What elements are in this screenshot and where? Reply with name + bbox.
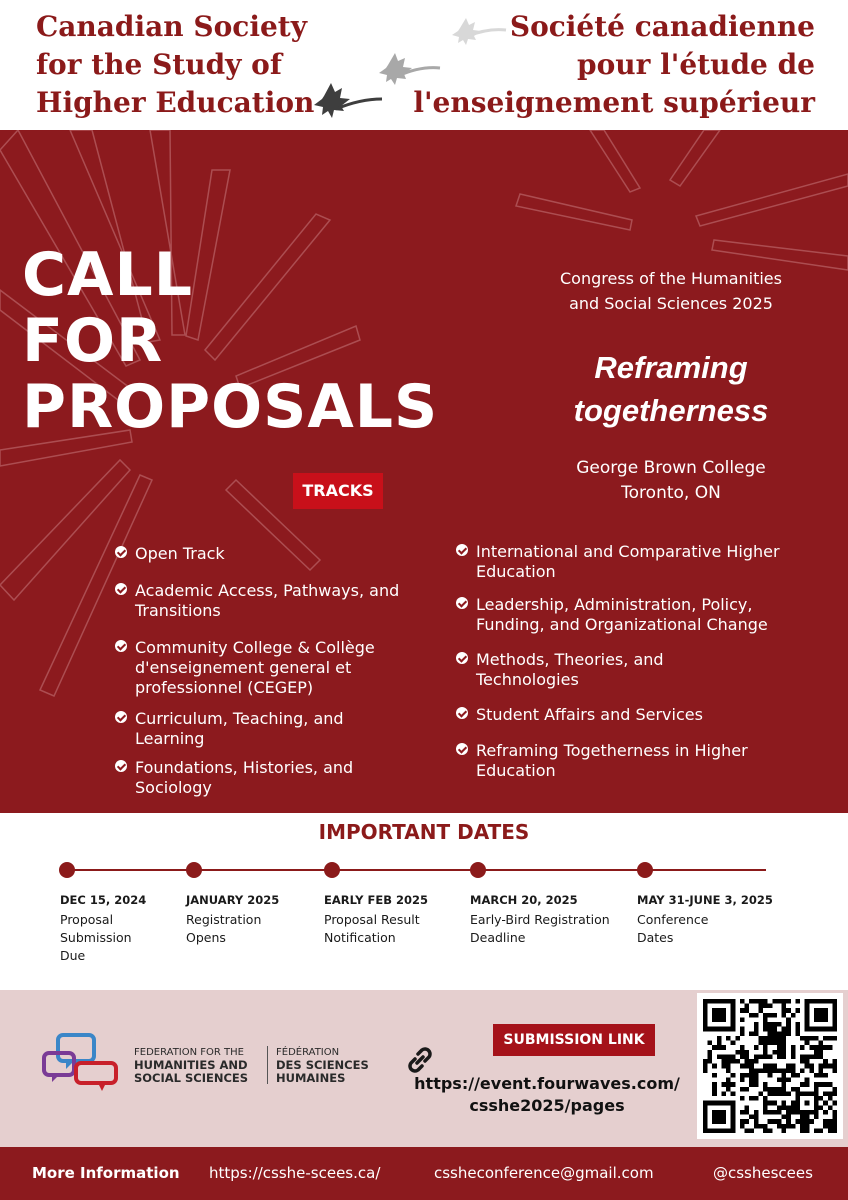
title-en-line: Higher Education <box>36 86 315 119</box>
check-circle-icon <box>456 544 468 556</box>
track-item <box>456 650 664 690</box>
track-label: Reframing Togetherness in Higher <box>476 741 748 760</box>
track-label: International and Comparative Higher <box>476 542 780 561</box>
society-title-en <box>36 8 314 122</box>
track-label: Student Affairs and Services <box>476 705 703 724</box>
track-item <box>456 542 780 582</box>
title-en-line: for the Study of <box>36 48 282 81</box>
track-item <box>456 741 748 781</box>
timeline-item <box>186 892 306 947</box>
timeline-item <box>470 892 625 947</box>
timeline-desc: Proposal Result <box>324 912 420 927</box>
submission-url-line[interactable]: https://event.fourwaves.com/ <box>414 1074 680 1093</box>
track-item <box>456 595 768 635</box>
congress-line: and Social Sciences 2025 <box>569 294 773 313</box>
federation-line: FEDERATION FOR THE <box>134 1047 244 1058</box>
email-link[interactable]: cssheconference@gmail.com <box>434 1164 654 1182</box>
venue-line: George Brown College <box>576 458 766 478</box>
timeline-desc: Opens <box>186 930 226 945</box>
track-label: Leadership, Administration, Policy, <box>476 595 753 614</box>
title-fr-line: Société canadienne <box>509 10 815 43</box>
timeline-desc: Dates <box>637 930 674 945</box>
website-link[interactable]: https://csshe-scees.ca/ <box>209 1164 381 1182</box>
timeline-date: MAY 31-JUNE 3, 2025 <box>637 893 773 907</box>
check-circle-icon <box>115 640 127 652</box>
track-label: Funding, and Organizational Change <box>476 615 768 634</box>
federation-divider <box>267 1046 268 1084</box>
timeline-desc: Early-Bird Registration <box>470 912 610 927</box>
qr-code-graphic <box>703 999 837 1133</box>
timeline-date: EARLY FEB 2025 <box>324 893 428 907</box>
timeline-desc: Conference <box>637 912 709 927</box>
timeline-date: DEC 15, 2024 <box>60 893 147 907</box>
timeline-item <box>324 892 454 947</box>
federation-line: HUMANITIES AND <box>134 1058 248 1072</box>
headline-line: FOR <box>22 306 164 376</box>
hero-section <box>0 130 848 813</box>
timeline-dot <box>637 862 653 878</box>
timeline-dot <box>186 862 202 878</box>
timeline-desc: Proposal <box>60 912 114 927</box>
footer-bar <box>0 1147 848 1200</box>
timeline-item <box>637 892 797 947</box>
track-item <box>115 581 399 621</box>
track-label: Foundations, Histories, and <box>135 758 354 777</box>
theme-line: togetherness <box>573 393 769 428</box>
track-label: Education <box>476 562 556 581</box>
timeline-line <box>66 869 766 871</box>
title-fr-line: pour l'étude de <box>577 48 815 81</box>
headline-line: CALL <box>22 240 193 310</box>
track-label: Open Track <box>135 544 225 563</box>
congress-line: Congress of the Humanities <box>560 269 782 288</box>
speech-bubbles-icon <box>42 1033 122 1095</box>
federation-line: HUMAINES <box>276 1071 346 1085</box>
conference-theme <box>528 346 814 432</box>
call-for-proposals-headline <box>22 242 438 440</box>
track-label: Learning <box>135 729 205 748</box>
track-label: Academic Access, Pathways, and <box>135 581 400 600</box>
theme-line: Reframing <box>594 350 748 385</box>
important-dates-title: IMPORTANT DATES <box>318 820 530 844</box>
congress-name <box>528 266 814 316</box>
federation-line: FÉDÉRATION <box>276 1047 340 1058</box>
timeline-dot <box>59 862 75 878</box>
venue-line: Toronto, ON <box>621 483 721 503</box>
check-circle-icon <box>115 711 127 723</box>
submission-link-badge: SUBMISSION LINK <box>493 1024 655 1056</box>
timeline-date: JANUARY 2025 <box>186 893 280 907</box>
federation-name-fr <box>276 1046 369 1085</box>
track-label: Technologies <box>476 670 579 689</box>
track-label: Curriculum, Teaching, and <box>135 709 344 728</box>
timeline-dot <box>324 862 340 878</box>
track-item <box>115 709 344 749</box>
track-label: Transitions <box>135 601 221 620</box>
submission-url[interactable] <box>405 1073 689 1117</box>
qr-code-icon[interactable] <box>697 993 843 1139</box>
title-fr-line: l'enseignement supérieur <box>413 86 815 119</box>
tracks-badge: TRACKS <box>293 473 383 509</box>
track-item <box>115 758 353 798</box>
timeline-desc: Registration <box>186 912 262 927</box>
conference-venue <box>528 456 814 506</box>
header <box>0 0 848 130</box>
check-circle-icon <box>456 652 468 664</box>
track-item <box>115 638 375 698</box>
check-circle-icon <box>115 546 127 558</box>
headline-line: PROPOSALS <box>22 372 439 442</box>
timeline-desc: Submission <box>60 930 132 945</box>
timeline-desc: Notification <box>324 930 396 945</box>
timeline-date: MARCH 20, 2025 <box>470 893 578 907</box>
submission-url-line[interactable]: csshe2025/pages <box>469 1096 625 1115</box>
check-circle-icon <box>115 583 127 595</box>
track-label: Community College & Collège <box>135 638 375 657</box>
track-label: professionnel (CEGEP) <box>135 678 314 697</box>
federation-name-en <box>134 1046 248 1085</box>
society-title-fr <box>413 8 815 122</box>
social-handle[interactable]: @csshescees <box>713 1164 813 1182</box>
more-information-label: More Information <box>32 1164 180 1182</box>
timeline-dot <box>470 862 486 878</box>
track-label: Education <box>476 761 556 780</box>
federation-line: SOCIAL SCIENCES <box>134 1071 249 1085</box>
title-en-line: Canadian Society <box>36 10 307 43</box>
timeline-desc: Deadline <box>470 930 526 945</box>
federation-line: DES SCIENCES <box>276 1058 369 1072</box>
check-circle-icon <box>456 707 468 719</box>
track-item <box>115 544 225 564</box>
track-item <box>456 705 703 725</box>
check-circle-icon <box>115 760 127 772</box>
track-label: Sociology <box>135 778 212 797</box>
timeline-desc: Due <box>60 948 86 963</box>
check-circle-icon <box>456 743 468 755</box>
check-circle-icon <box>456 597 468 609</box>
track-label: Methods, Theories, and <box>476 650 664 669</box>
track-label: d'enseignement general et <box>135 658 352 677</box>
timeline-item <box>60 892 170 965</box>
